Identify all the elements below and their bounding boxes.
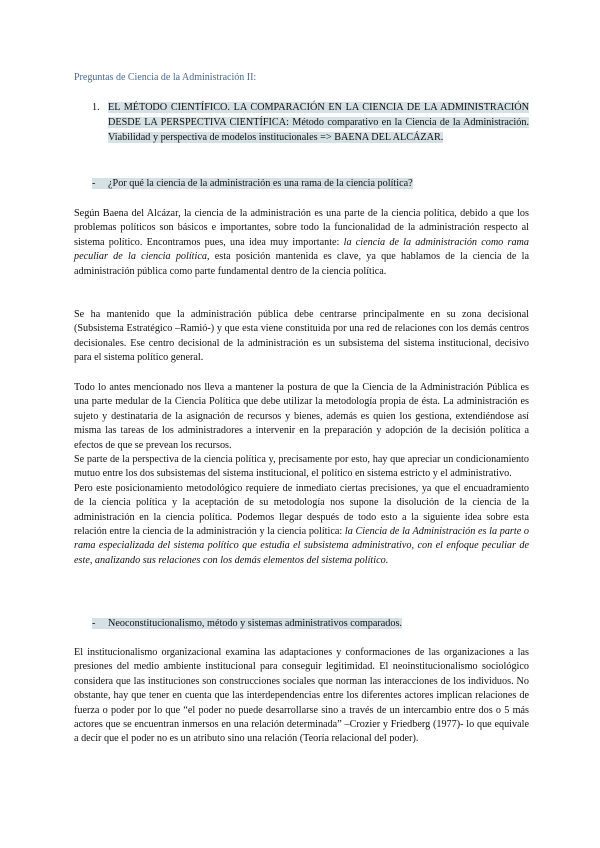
- section-title-rest: : Método comparativo en la Ciencia de la Administración. Viabilidad y perspectiva de modelos institucionales =>: [108, 117, 529, 143]
- question-text: Neoconstitucionalismo, método y sistemas administrativos comparados.: [108, 618, 402, 629]
- paragraph-2: [74, 308, 529, 366]
- paragraph-text: El institucionalismo organizacional examina las adaptaciones y conformaciones de las organizaciones a las presiones del medio ambiente institucional para conseguir legitimidad. El neoinstitucionalismo sociológico considera que las instituciones son construcciones sociales que norman las interacciones de los individuos. No obstante, hay que tener en cuenta que las interdependencias entre los diferentes actores implican relaciones de fuerza o poder por lo que “el poder no puede desarrollarse sino a través de un intercambio entre dos o 5 más actores que se encuentran inmersos en una relación determinada” –Crozier y Friedberg (1977)- lo que equivale a decir que el poder no es un atributo sino una relación (Teoría relacional del poder).: [74, 647, 529, 745]
- question-dash: -: [92, 178, 96, 189]
- section-title-author: BAENA DEL ALCÁZAR.: [334, 132, 444, 143]
- paragraph-text: Pero este posicionamiento metodológico requiere de inmediato ciertas precisiones, ya que el encuadramiento de la ciencia política y la aceptación de su metodología nos supone la disolución de la ciencia de la administración en la ciencia política. Podemos llegar después de todo esto a la siguiente idea sobre esta relación entre la ciencia de la administración y la ciencia política:: [74, 482, 529, 538]
- section-1-title: [92, 100, 529, 145]
- section-title-body: [108, 100, 529, 145]
- paragraph-text: Se ha mantenido que la administración pública debe centrarse principalmente en su zona decisional (Subsistema Estratégico –Ramió-) y que esta viene constituida por una red de relaciones con los demás centros decisionales. Ese centro decisional de la administración es un subsistema del sistema institucional, decisivo para el sistema político general.: [74, 309, 529, 364]
- paragraph-3: [74, 381, 529, 568]
- paragraph-1: [74, 207, 529, 279]
- paragraph-text: Según Baena del Alcázar, la ciencia de la administración es una parte de la ciencia política, debido a que los problemas políticos son básicos e importantes, sobre todo la funcionalidad de la administración respecto al sistema político. Encontramos pues, una idea muy importante:: [74, 208, 529, 248]
- paragraph-text: Se parte de la perspectiva de la ciencia política y, precisamente por esto, hay que apreciar un condicionamiento mutuo entre los dos subsistemas del sistema institucional, el político en sistema estricto y el administrativo.: [74, 454, 529, 480]
- question-text: ¿Por qué la ciencia de la administración es una rama de la ciencia política?: [108, 178, 413, 189]
- section-number: 1.: [92, 102, 100, 113]
- paragraph-italic: la Ciencia de la Administración es la parte o rama especializada del sistema político que estudia el subsistema administrativo, con el enfoque peculiar de este, analizando sus relaciones con los demás elementos del sistema político.: [74, 526, 529, 566]
- question-1: [92, 176, 413, 191]
- paragraph-6: [74, 646, 529, 747]
- section-title-highlight: EL MÉTODO CIENTÍFICO. LA COMPARACIÓN EN LA CIENCIA DE LA ADMINISTRACIÓN DESDE LA PERSPECTIVA CIENTÍFICA: [108, 102, 529, 128]
- paragraph-italic: la ciencia de la administración como rama peculiar de la ciencia política: [74, 236, 529, 263]
- paragraph-text: Todo lo antes mencionado nos lleva a mantener la postura de que la Ciencia de la Administración Pública es una parte medular de la Ciencia Política que debe utilizar la metodología propia de ésta. La administración es sujeto y destinataria de la asignación de recursos y bienes, además es quien los gestiona, extendiéndose así misma las tareas de los administradores a intervenir en la preparación y adopción de la decisión política a efectos de que se prevean los recursos.: [74, 382, 529, 451]
- question-2: [92, 616, 402, 631]
- question-dash: -: [92, 618, 96, 629]
- document-heading: Preguntas de Ciencia de la Administración II:: [74, 72, 257, 83]
- paragraph-text: , esta posición mantenida es clave, ya que hablamos de la ciencia de la administración pública como parte fundamental dentro de la ciencia política.: [74, 251, 529, 277]
